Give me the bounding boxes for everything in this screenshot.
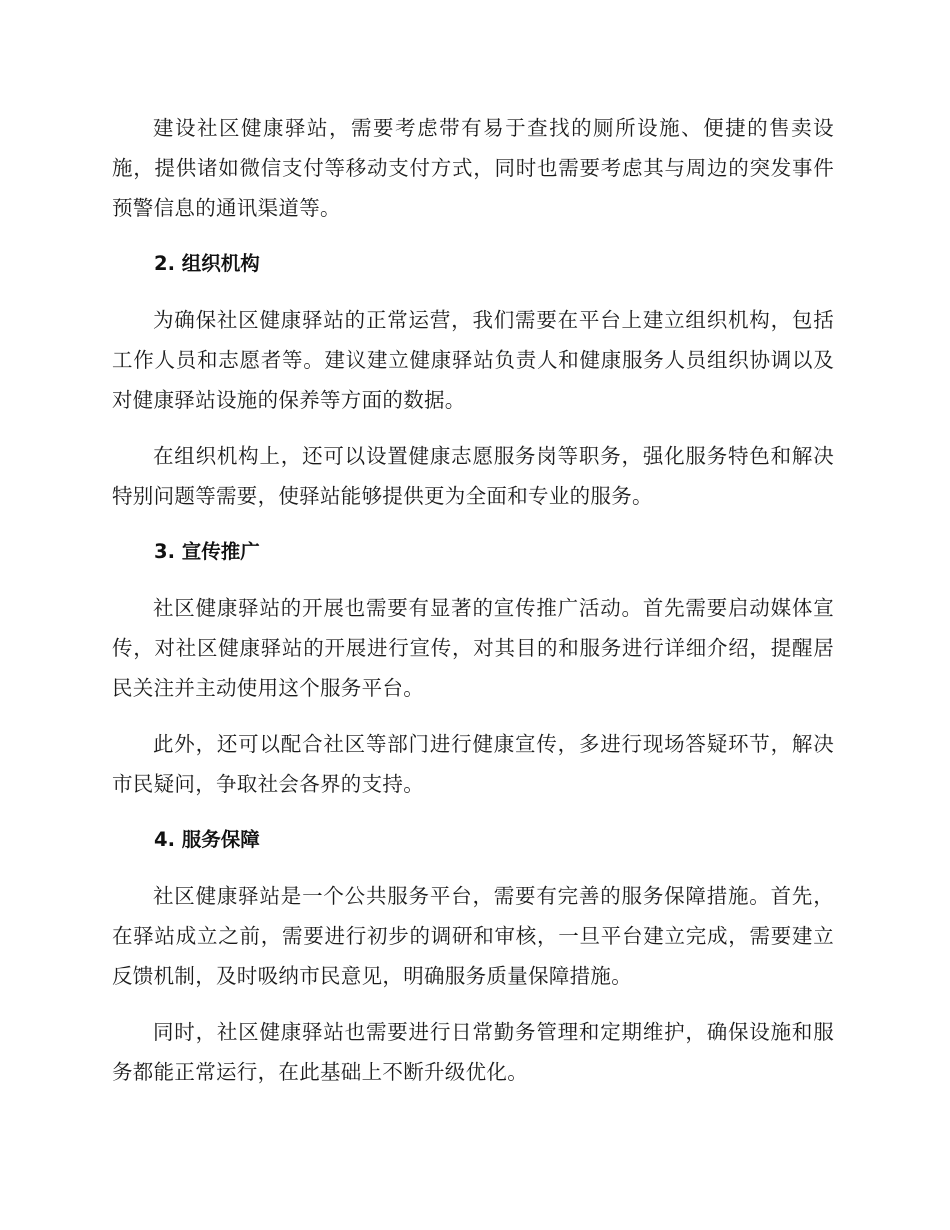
- section-heading-organization: 2. 组织机构: [154, 252, 260, 275]
- section-heading-service-guarantee: 4. 服务保障: [154, 828, 260, 851]
- paragraph-daily-maintenance: 同时，社区健康驿站也需要进行日常勤务管理和定期维护，确保设施和服务都能正常运行，在此基础上不断升级优化。: [112, 1020, 834, 1084]
- document-body: [112, 108, 834, 1108]
- paragraph-facilities: 建设社区健康驿站，需要考虑带有易于查找的厕所设施、便捷的售卖设施，提供诸如微信支付等移动支付方式，同时也需要考虑其与周边的突发事件预警信息的通讯渠道等。: [112, 116, 834, 220]
- paragraph-community-cooperation: 此外，还可以配合社区等部门进行健康宣传，多进行现场答疑环节，解决市民疑问，争取社会各界的支持。: [112, 732, 834, 796]
- paragraph-media-promotion: 社区健康驿站的开展也需要有显著的宣传推广活动。首先需要启动媒体宣传，对社区健康驿站的开展进行宣传，对其目的和服务进行详细介绍，提醒居民关注并主动使用这个服务平台。: [112, 596, 834, 700]
- section-heading-promotion: 3. 宣传推广: [154, 540, 260, 563]
- paragraph-volunteer-positions: 在组织机构上，还可以设置健康志愿服务岗等职务，强化服务特色和解决特别问题等需要，使驿站能够提供更为全面和专业的服务。: [112, 444, 834, 508]
- paragraph-organization-structure: 为确保社区健康驿站的正常运营，我们需要在平台上建立组织机构，包括工作人员和志愿者等。建议建立健康驿站负责人和健康服务人员组织协调以及对健康驿站设施的保养等方面的数据。: [112, 308, 834, 412]
- paragraph-service-measures: 社区健康驿站是一个公共服务平台，需要有完善的服务保障措施。首先，在驿站成立之前，需要进行初步的调研和审核，一旦平台建立完成，需要建立反馈机制，及时吸纳市民意见，明确服务质量保障措施。: [112, 884, 834, 988]
